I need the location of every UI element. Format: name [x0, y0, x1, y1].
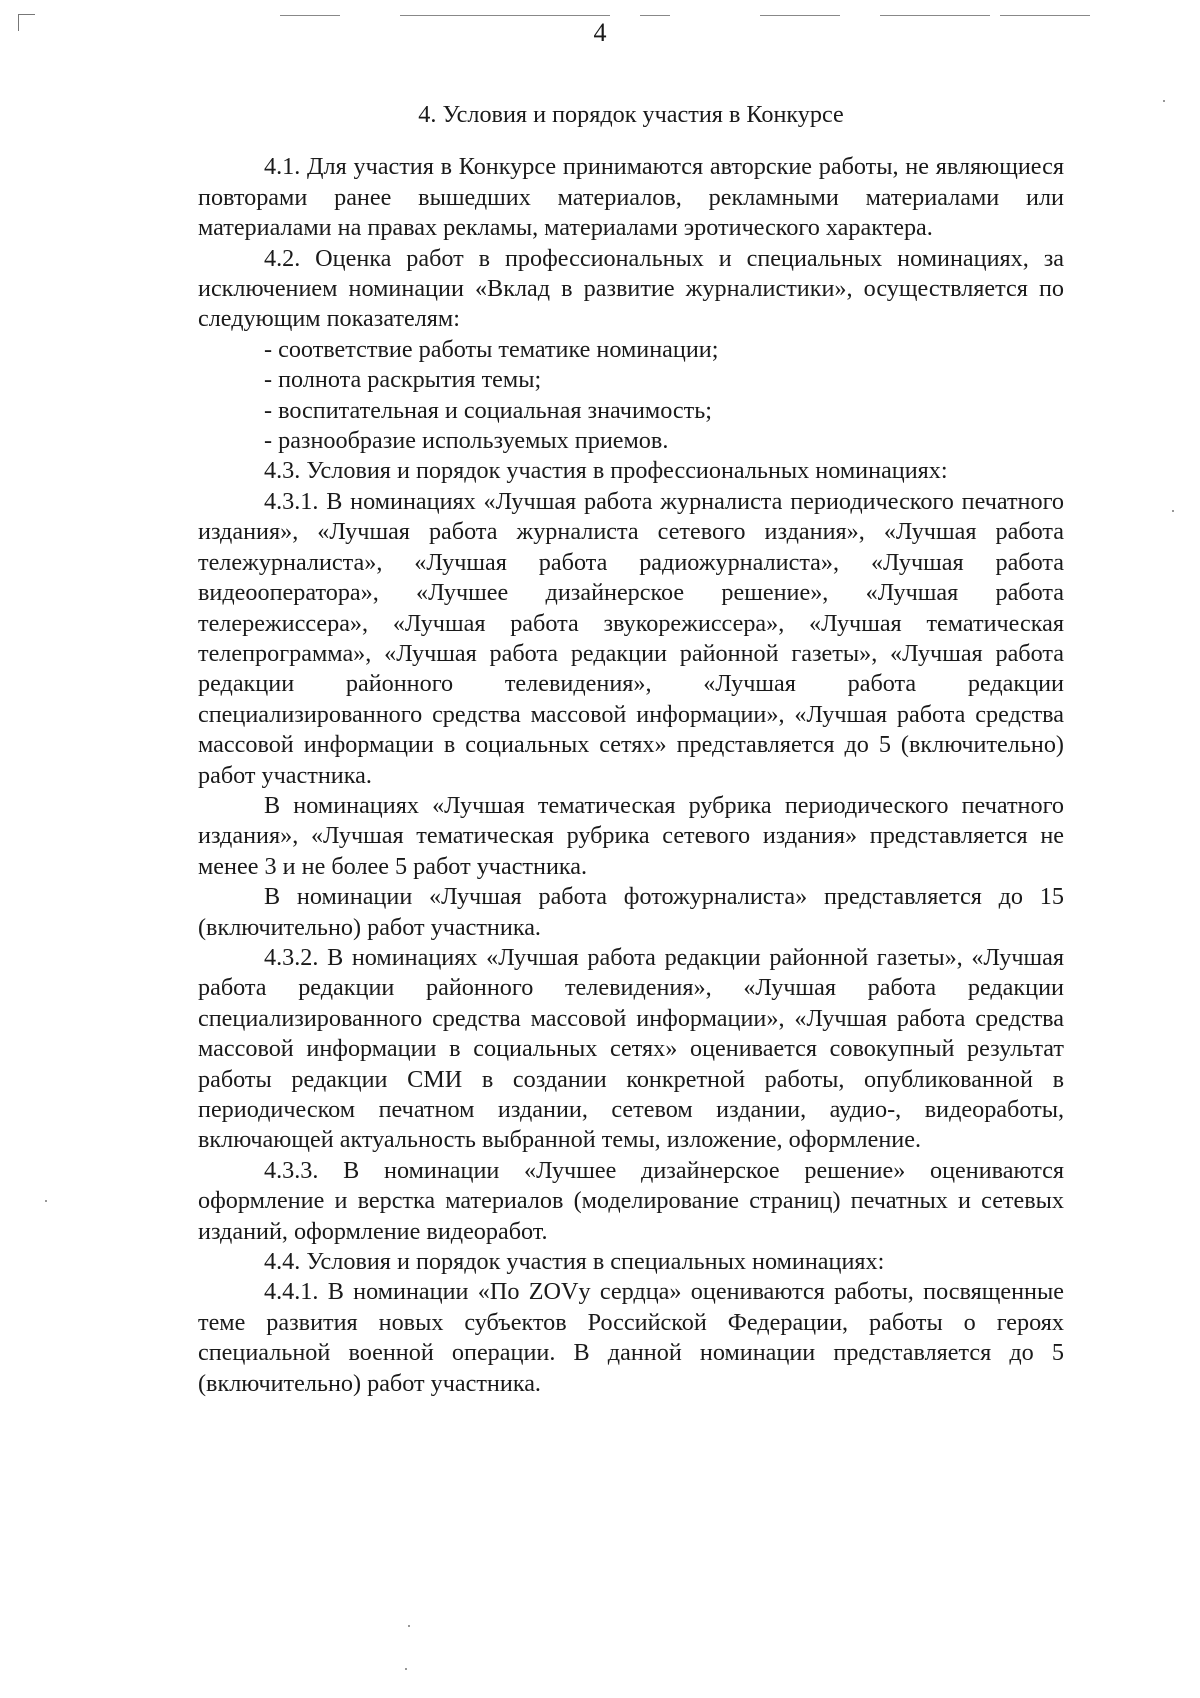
paragraph-4-3: 4.3. Условия и порядок участия в профессиональных номинациях: [264, 457, 948, 485]
page-number: 4 [593, 18, 607, 47]
scan-speck [1163, 100, 1165, 102]
scan-speck [45, 1200, 47, 1202]
list-item: - разнообразие используемых приемов. [264, 427, 669, 455]
paragraph-4-1: 4.1. Для участия в Конкурсе принимаются авторские работы, не являющиеся повторами ранее вышедших материалов, рекламными материалами или материалами на правах рекламы, материалами эротического характера. [198, 153, 1064, 242]
paragraph-4-3-3: 4.3.3. В номинации «Лучшее дизайнерское решение» оцениваются оформление и верстка материалов (моделирование страниц) печатных и сетевых изданий, оформление видеоработ. [198, 1156, 1064, 1245]
paragraph-4-3-1: 4.3.1. В номинациях «Лучшая работа журналиста периодического печатного издания», «Лучшая работа журналиста сетевого издания», «Лучшая работа тележурналиста», «Лучшая работа радиожурналиста», «Лучшая работа видеооператора», «Лучшее дизайнерское решение», «Лучшая работа телережиссера», «Лучшая работа звукорежиссера», «Лучшая тематическая телепрограмма», «Лучшая работа редакции районной газеты», «Лучшая работа редакции районного телевидения», «Лучшая работа редакции специализированного средства массовой информации», «Лучшая работа средства массовой информации в социальных сетях» представляется до 5 (включительно) работ участника. [198, 487, 1064, 789]
scan-speck [1172, 510, 1174, 512]
scan-speck [405, 1668, 407, 1670]
paragraph-4-3-2: 4.3.2. В номинациях «Лучшая работа редакции районной газеты», «Лучшая работа редакции районного телевидения», «Лучшая работа редакции специализированного средства массовой информации», «Лучшая работа средства массовой информации в социальных сетях» оценивается совокупный результат работы редакции СМИ в создании конкретной работы, опубликованной в периодическом печатном издании, сетевом издании, аудио-, видеоработы, включающей актуальность выбранной темы, изложение, оформление. [198, 943, 1064, 1154]
paragraph-4-2: 4.2. Оценка работ в профессиональных и специальных номинациях, за исключением номинации «Вклад в развитие журналистики», осуществляется по следующим показателям: [198, 244, 1064, 333]
list-item: - полнота раскрытия темы; [264, 366, 542, 394]
paragraph-4-4-1: 4.4.1. В номинации «По ZOVу сердца» оцениваются работы, посвященные теме развития новых субъектов Российской Федерации, работы о героях специальной военной операции. В данной номинации представляется до 5 (включительно) работ участника. [198, 1278, 1064, 1397]
scan-speck [408, 1625, 410, 1627]
list-item: - воспитательная и социальная значимость; [264, 396, 712, 424]
paragraph-photojournalist: В номинации «Лучшая работа фотожурналиста» представляется до 15 (включительно) работ участника. [198, 883, 1064, 941]
section-title: 4. Условия и порядок участия в Конкурсе [418, 101, 844, 128]
list-item: - соответствие работы тематике номинации; [264, 335, 719, 363]
document-body [198, 100, 1064, 1399]
paragraph-4-4: 4.4. Условия и порядок участия в специальных номинациях: [264, 1248, 885, 1276]
paragraph-thematic-rubric: В номинациях «Лучшая тематическая рубрика периодического печатного издания», «Лучшая тематическая рубрика сетевого издания» представляется не менее 3 и не более 5 работ участника. [198, 791, 1064, 880]
